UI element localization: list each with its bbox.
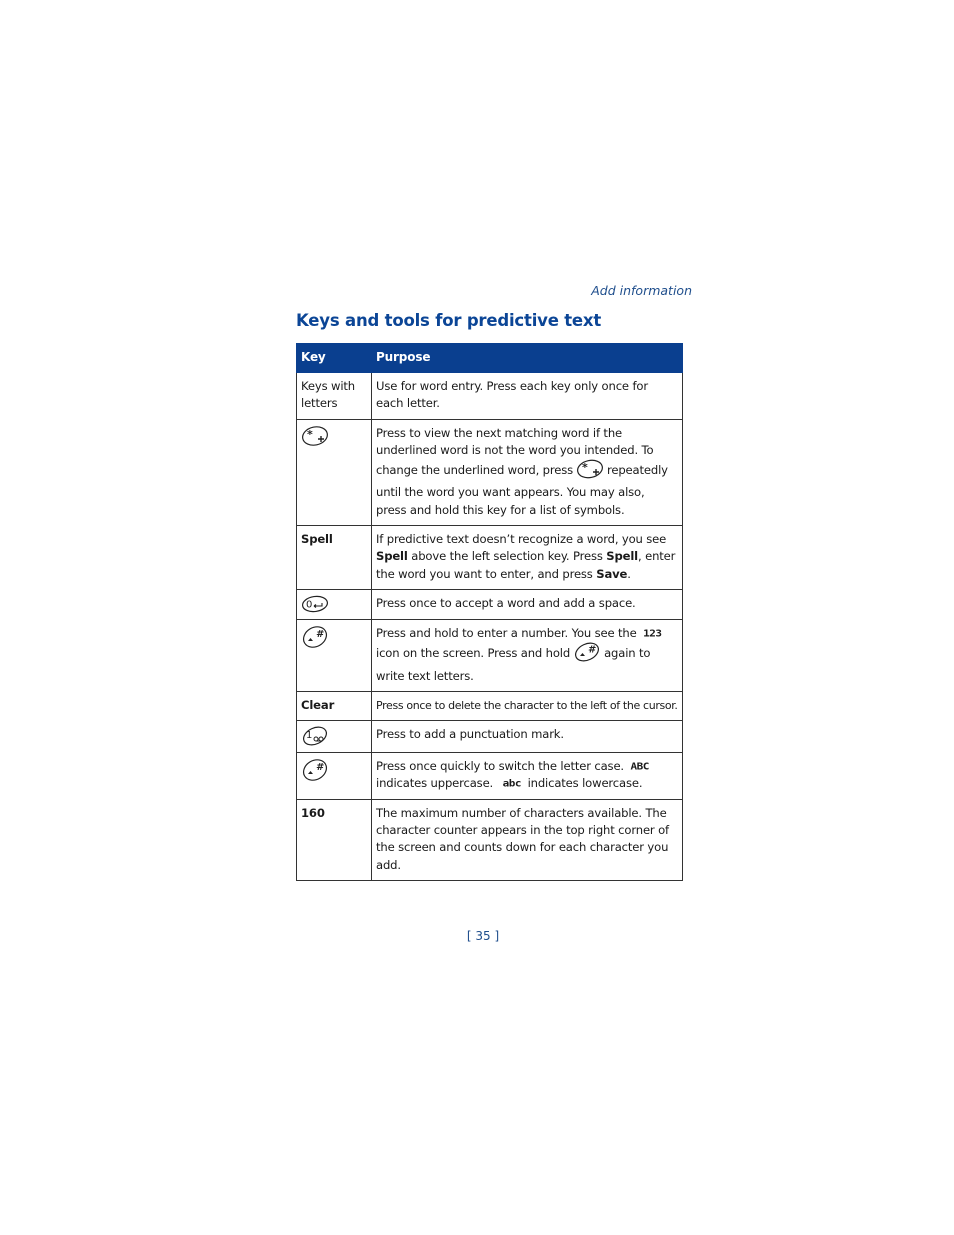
- key-cell: [297, 589, 372, 619]
- page-number: [ 35 ]: [466, 929, 500, 943]
- spell-key-label: Spell: [301, 532, 333, 547]
- section-title: Keys and tools for predictive text: [296, 311, 602, 330]
- purpose-text: Press and hold to enter a number. You see the: [376, 625, 637, 640]
- svg-text:*: *: [307, 427, 313, 441]
- purpose-cell: [372, 526, 683, 590]
- clear-key-label: Clear: [301, 697, 335, 712]
- lowercase-indicator-icon: abc: [502, 778, 522, 790]
- key-cell: [297, 721, 372, 753]
- one-key-icon: [301, 726, 329, 746]
- hash-key-icon: [301, 758, 329, 782]
- svg-text:0: 0: [306, 599, 313, 611]
- purpose-cell: [372, 753, 683, 800]
- star-key-icon: [301, 425, 329, 447]
- save-term: Save: [596, 566, 628, 581]
- svg-text:#: #: [316, 762, 323, 774]
- purpose-text: indicates uppercase.: [376, 776, 494, 791]
- svg-text:*: *: [582, 461, 588, 475]
- key-cell: [297, 799, 372, 880]
- table-row: [297, 691, 683, 720]
- zero-key-icon: [301, 595, 329, 613]
- number-mode-indicator-icon: 123: [643, 627, 662, 640]
- spell-term: Spell: [376, 549, 408, 564]
- purpose-text: above the left selection key. Press: [411, 549, 603, 564]
- hash-key-icon: [301, 625, 329, 649]
- purpose-text: again to write text letters.: [376, 646, 651, 683]
- purpose-cell: [372, 691, 683, 720]
- purpose-text: Press once to delete the character to the left of the cursor.: [376, 698, 678, 712]
- character-counter-label: 160: [301, 805, 325, 820]
- purpose-text: repeatedly until the word you want appears. You may also, press and hold this key for a list of symbols.: [376, 463, 668, 517]
- hash-key-icon: [573, 642, 601, 667]
- column-header-purpose: Purpose: [372, 344, 683, 373]
- key-cell: [297, 619, 372, 691]
- spell-term: Spell: [606, 549, 639, 564]
- table-row: [297, 589, 683, 619]
- table-row: [297, 799, 683, 880]
- purpose-text: icon on the screen. Press and hold: [376, 646, 571, 661]
- table-header-row: [297, 344, 683, 373]
- purpose-text: Press to view the next matching word if the underlined word is not the word you intended. To change the underlined word, press: [376, 425, 654, 478]
- star-key-icon: [576, 459, 604, 484]
- key-cell: [297, 691, 372, 720]
- svg-text:#: #: [588, 644, 595, 656]
- key-cell: [297, 753, 372, 800]
- predictive-text-keys-table: [296, 343, 683, 881]
- purpose-cell: Press once to accept a word and add a space.: [372, 589, 683, 619]
- table-row: [297, 721, 683, 753]
- table-row: [297, 619, 683, 691]
- key-cell: Keys with letters: [297, 373, 372, 420]
- purpose-cell: [372, 419, 683, 525]
- purpose-text: If predictive text doesn’t recognize a word, you see: [376, 532, 667, 547]
- purpose-cell: The maximum number of characters available. The character counter appears in the top right corner of the screen and counts down for each character you add.: [372, 799, 683, 880]
- svg-text:1: 1: [306, 730, 313, 742]
- table-row: [297, 753, 683, 800]
- key-cell: [297, 419, 372, 525]
- svg-text:#: #: [316, 628, 323, 640]
- purpose-cell: [372, 619, 683, 691]
- running-head: Add information: [591, 283, 692, 298]
- purpose-text: , enter the word you want to enter, and press: [376, 549, 676, 581]
- purpose-text: .: [627, 566, 631, 581]
- key-cell: [297, 526, 372, 590]
- purpose-cell: Press to add a punctuation mark.: [372, 721, 683, 753]
- uppercase-indicator-icon: ABC: [630, 760, 649, 773]
- purpose-cell: Use for word entry. Press each key only once for each letter.: [372, 373, 683, 420]
- table-row: [297, 419, 683, 525]
- column-header-key: Key: [297, 344, 372, 373]
- table-row: [297, 526, 683, 590]
- table-row: [297, 373, 683, 420]
- purpose-text: indicates lowercase.: [527, 776, 643, 791]
- purpose-text: Press once quickly to switch the letter case.: [376, 759, 624, 774]
